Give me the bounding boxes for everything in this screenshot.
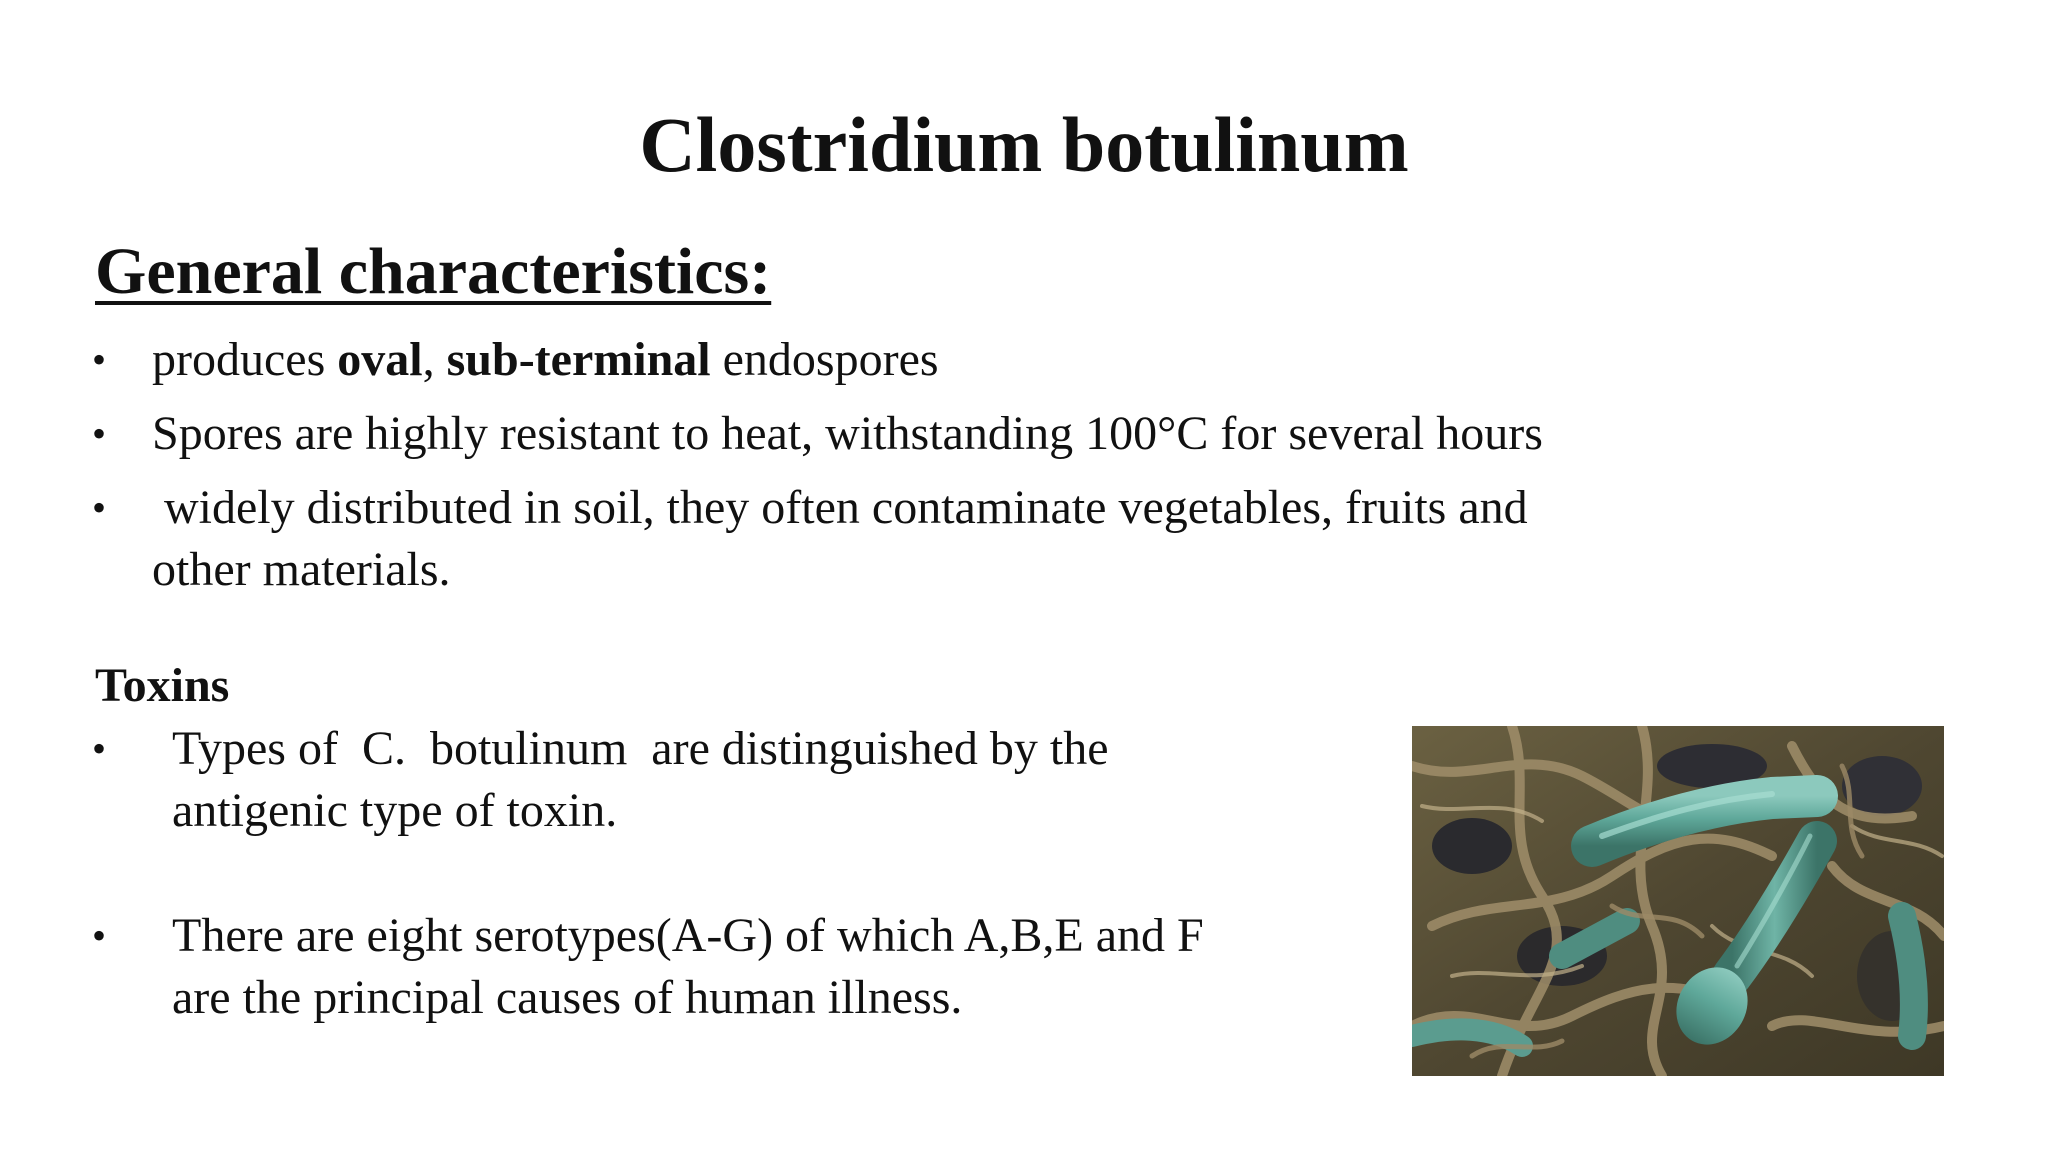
bullet-text [152, 329, 939, 391]
text-segment: produces [152, 333, 338, 386]
general-characteristics-heading: General characteristics: [95, 235, 772, 308]
bullet-icon: • [92, 337, 107, 382]
bullet-text-line-2: antigenic type of toxin. [172, 784, 618, 837]
bullet-text-line-1: Types of C. botulinum are distinguished by the [172, 722, 1109, 775]
text-segment: , [422, 333, 447, 386]
toxins-heading: Toxins [95, 659, 230, 712]
bullet-icon: • [92, 485, 107, 530]
slide-title: Clostridium botulinum [639, 101, 1409, 188]
bold-term-oval: oval [337, 333, 423, 386]
bullet-icon: • [92, 913, 107, 958]
bold-term-sub-terminal: sub-terminal [446, 333, 711, 386]
bacteria-micrograph-image [1412, 726, 1944, 1076]
bullet-text-line-1: widely distributed in soil, they often contaminate vegetables, fruits and [152, 481, 1528, 534]
bullet-icon: • [92, 726, 107, 771]
text-segment: endospores [710, 333, 939, 386]
bullet-icon: • [92, 411, 107, 456]
bullet-text-line-2: other materials. [152, 543, 451, 596]
bullet-text-line-2: are the principal causes of human illness. [172, 971, 963, 1024]
bacteria-micrograph-svg [1412, 726, 1944, 1076]
bullet-text: Spores are highly resistant to heat, withstanding 100°C for several hours [152, 407, 1543, 460]
bullet-text-line-1: There are eight serotypes(A-G) of which A,B,E and F [172, 909, 1204, 962]
